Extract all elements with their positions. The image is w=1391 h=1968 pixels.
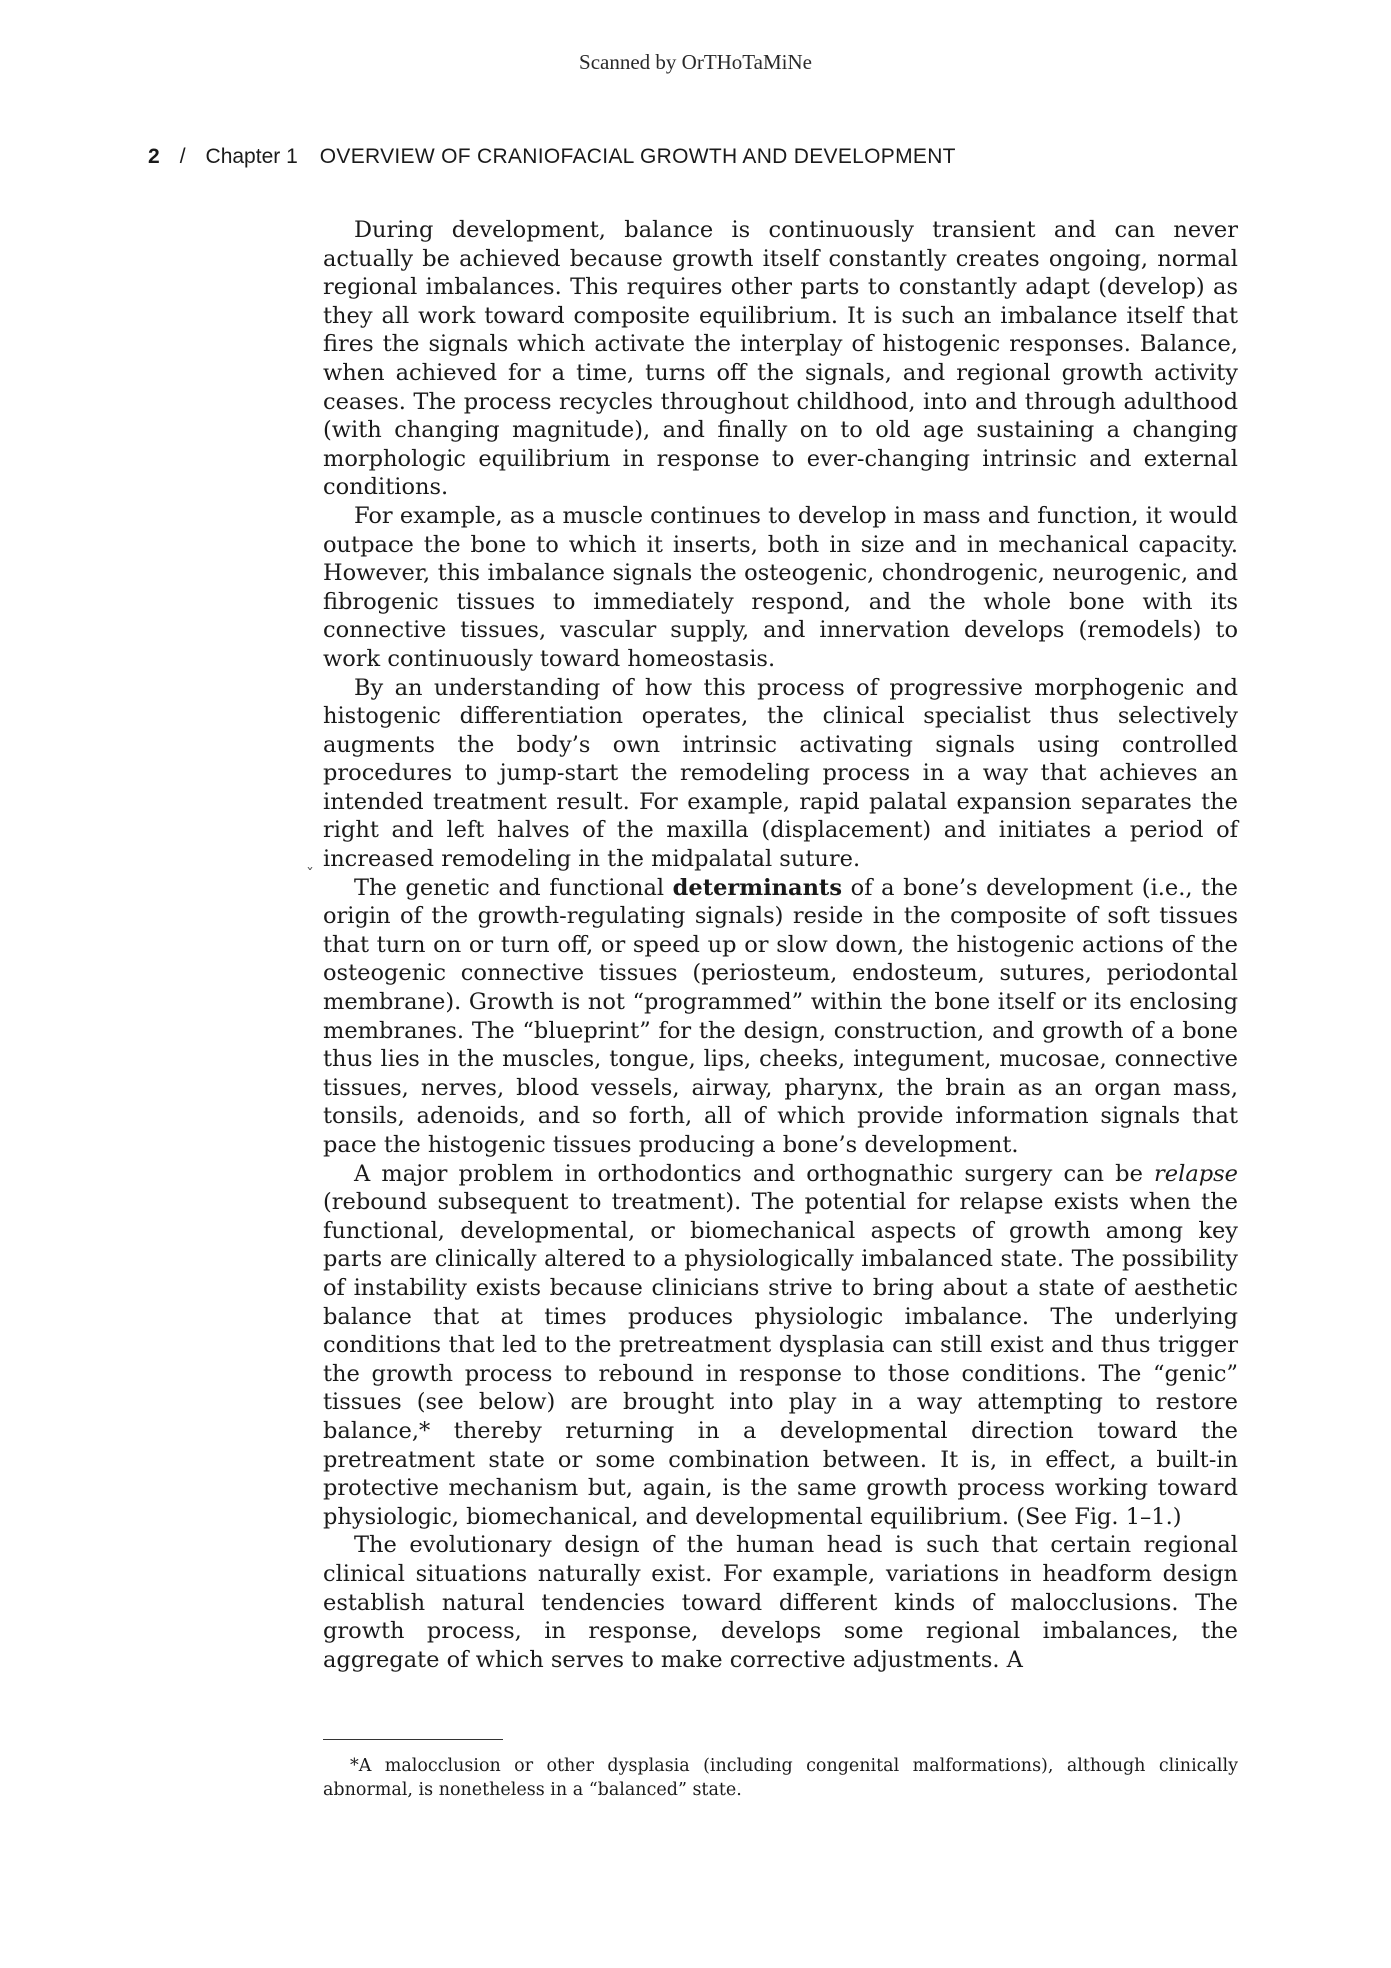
- footnote-text: *A malocclusion or other dysplasia (including congenital malformations), although clinically abnormal, is nonetheless in a “balanced” state.: [323, 1756, 1238, 1800]
- paragraph: The genetic and functional determinants of a bone’s development (i.e., the origin of the growth-regulating signals) reside in the composite of soft tissues that turn on or turn off, or speed up or slow down, the histogenic actions of the osteogenic connective tissues (periosteum, endosteum, sutures, periodontal membrane). Growth is not “programmed” within the bone itself or its enclosing membranes. The “blueprint” for the design, construction, and growth of a bone thus lies in the muscles, tongue, lips, cheeks, integument, mucosae, connective tissues, nerves, blood vessels, airway, pharynx, the brain as an organ mass, tonsils, adenoids, and so forth, all of which provide information signals that pace the histogenic tissues producing a bone’s development.: [323, 874, 1238, 1158]
- chapter-label: Chapter 1: [205, 145, 298, 168]
- paragraph: By an understanding of how this process of progressive morphogenic and histogenic differentiation operates, the clinical specialist thus selectively augments the body’s own intrinsic activating signals using controlled procedures to jump-start the remodeling process in a way that achieves an intended treatment result. For example, rapid palatal expansion separates the right and left halves of the maxilla (displacement) and initiates a period of increased remodeling in the midpalatal suture.: [323, 674, 1238, 873]
- bold-term-determinants: determinants: [672, 874, 842, 901]
- body-text: [323, 216, 1238, 1674]
- paragraph: During development, balance is continuously transient and can never actually be achieved because growth itself constantly creates ongoing, normal regional imbalances. This requires other parts to constantly adapt (develop) as they all work toward composite equilibrium. It is such an imbalance itself that fires the signals which activate the interplay of histogenic responses. Balance, when achieved for a time, turns off the signals, and regional growth activity ceases. The process recycles throughout childhood, into and through adulthood (with changing magnitude), and finally on to old age sustaining a changing morphologic equilibrium in response to ever-changing intrinsic and external conditions.: [323, 217, 1238, 501]
- footnote-rule: [323, 1739, 503, 1740]
- italic-term-relapse: relapse: [1154, 1160, 1238, 1187]
- paragraph: A major problem in orthodontics and orthognathic surgery can be relapse (rebound subsequent to treatment). The potential for relapse exists when the functional, developmental, or biomechanical aspects of growth among key parts are clinically altered to a physiologically imbalanced state. The possibility of instability exists because clinicians strive to bring about a state of aesthetic balance that at times produces physiologic imbalance. The underlying conditions that led to the pretreatment dysplasia can still exist and thus trigger the growth process to rebound in response to those conditions. The “genic” tissues (see below) are brought into play in a way attempting to restore balance,* thereby returning in a developmental direction toward the pretreatment state or some combination between. It is, in effect, a built-in protective mechanism but, again, is the same growth process working toward physiologic, biomechanical, and developmental equilibrium. (See Fig. 1–1.): [323, 1160, 1238, 1530]
- margin-annotation-mark: ˇ: [306, 865, 314, 884]
- running-head: [148, 145, 1298, 169]
- running-head-separator: /: [179, 145, 186, 168]
- paragraph: The evolutionary design of the human head is such that certain regional clinical situations naturally exist. For example, variations in headform design establish natural tendencies toward different kinds of malocclusions. The growth process, in response, develops some regional imbalances, the aggregate of which serves to make corrective adjustments. A: [323, 1532, 1238, 1673]
- page-number: 2: [148, 145, 160, 168]
- scan-credit: Scanned by OrTHoTaMiNe: [579, 50, 812, 74]
- paragraph: For example, as a muscle continues to develop in mass and function, it would outpace the bone to which it inserts, both in size and in mechanical capacity. However, this imbalance signals the osteogenic, chondrogenic, neurogenic, and fibrogenic tissues to immediately respond, and the whole bone with its connective tissues, vascular supply, and innervation develops (remodels) to work continuously toward homeostasis.: [323, 502, 1238, 672]
- chapter-title: OVERVIEW OF CRANIOFACIAL GROWTH AND DEVELOPMENT: [319, 145, 956, 168]
- footnote: [323, 1754, 1238, 1802]
